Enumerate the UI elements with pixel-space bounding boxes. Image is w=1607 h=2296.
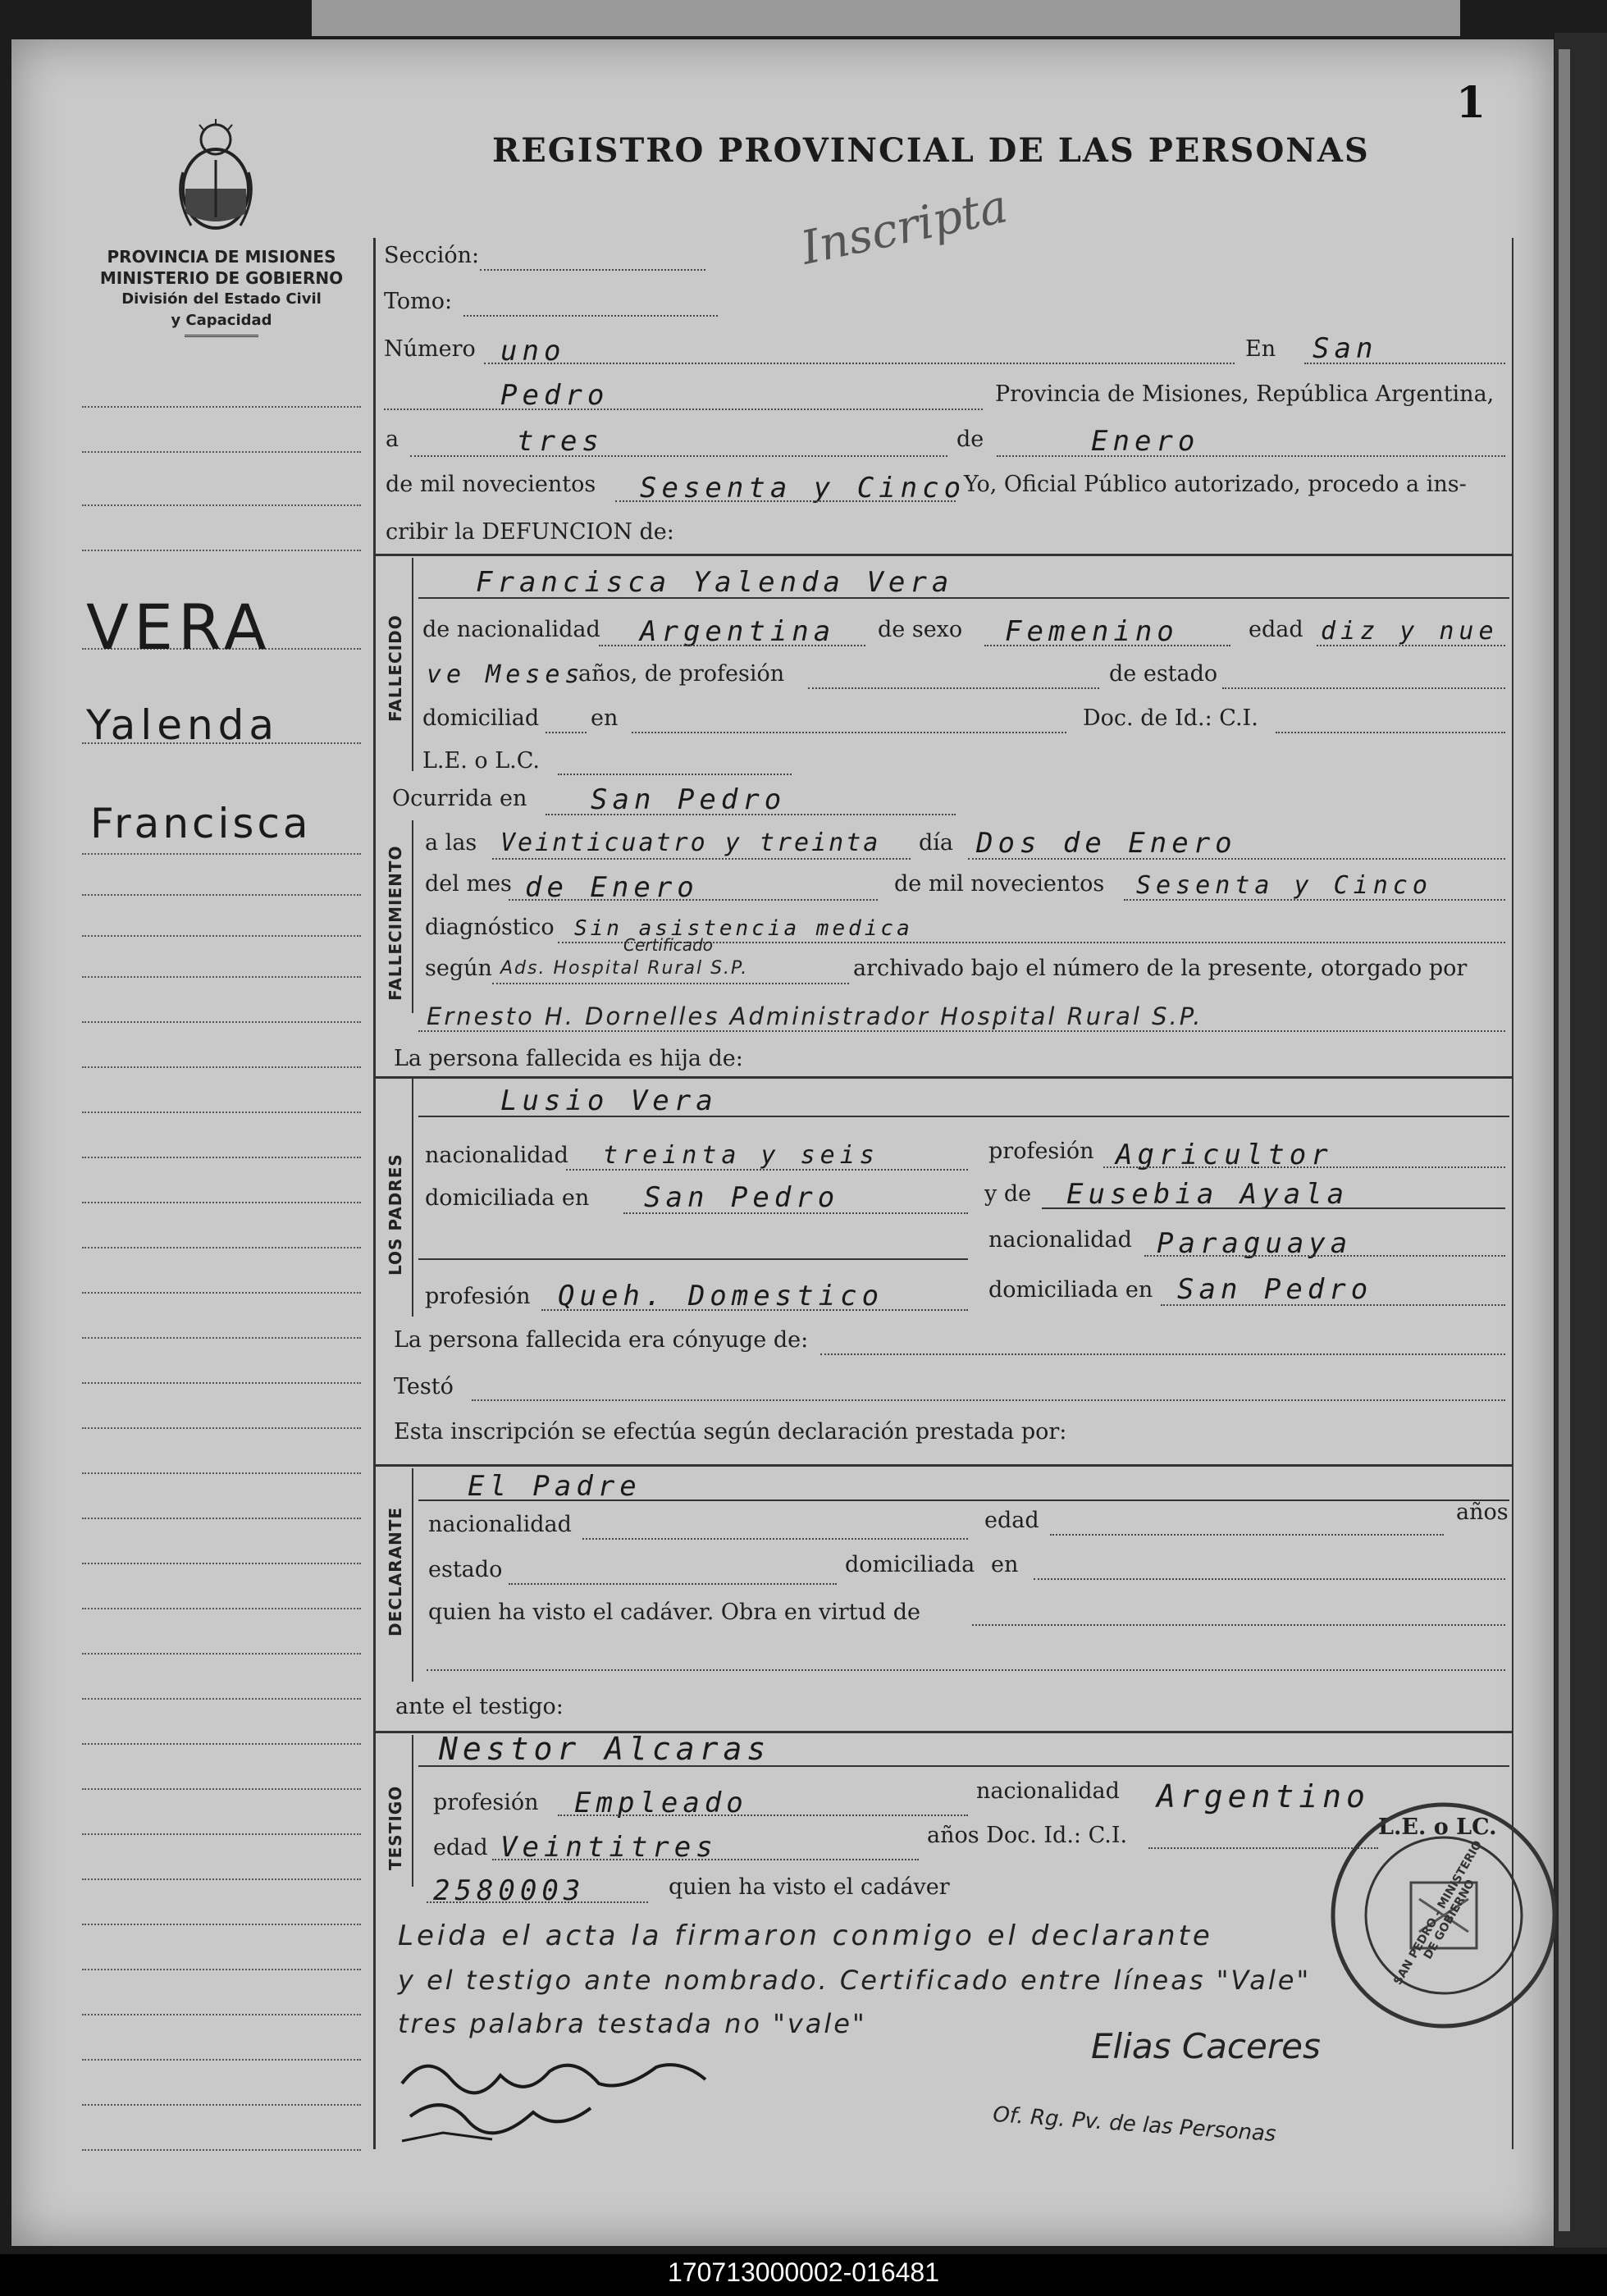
value-mil-novecientos: Sesenta y Cinco: [1136, 871, 1432, 900]
label-d-en: en: [991, 1552, 1019, 1577]
label-provincia: Provincia de Misiones, República Argentina,: [995, 381, 1495, 407]
label-t-nacionalidad: nacionalidad: [976, 1778, 1120, 1804]
value-a-las: Veinticuatro y treinta: [500, 828, 881, 857]
signature-oficial: Elias Caceres: [1091, 2026, 1321, 2066]
label-de: de: [956, 427, 984, 452]
value-diagnostico: Sin asistencia medica: [574, 916, 913, 941]
label-d-domiciliada: domiciliada: [845, 1552, 975, 1577]
value-pedro: Pedro: [500, 379, 609, 412]
value-ocurrida: San Pedro: [591, 783, 787, 816]
label-d-nacionalidad: nacionalidad: [428, 1512, 572, 1537]
tab-declarante: DECLARANTE: [386, 1506, 405, 1636]
label-del-mes: del mes: [425, 871, 512, 897]
label-nacionalidad-3: nacionalidad: [988, 1227, 1132, 1253]
label-anos-profesion: años, de profesión: [578, 661, 785, 687]
page-title: REGISTRO PROVINCIAL DE LAS PERSONAS: [492, 131, 1370, 170]
label-numero: Número: [384, 336, 476, 362]
value-numero: uno: [500, 335, 566, 367]
label-en-2: en: [591, 705, 619, 731]
value-segun-2: Ads. Hospital Rural S.P.: [500, 958, 749, 979]
value-testigo-profesion: Empleado: [574, 1787, 748, 1819]
label-d-anos: años: [1456, 1499, 1509, 1525]
label-oficial: Yo, Oficial Público autorizado, procedo a ins-: [964, 472, 1467, 497]
ministry-line-3: División del Estado Civil: [121, 290, 322, 308]
label-domiciliada-en-2: domiciliada en: [988, 1277, 1153, 1303]
value-edad-2: ve Meses: [427, 660, 585, 689]
label-t-anos-doc: años Doc. Id.: C.I.: [927, 1823, 1128, 1848]
page-number: 1: [1456, 78, 1486, 128]
label-sexo: de sexo: [878, 617, 963, 642]
value-madre-profesion: Queh. Domestico: [558, 1280, 884, 1312]
label-en: En: [1245, 336, 1276, 362]
tab-padres: LOS PADRES: [386, 1153, 405, 1276]
label-mil-novecientos-2: de mil novecientos: [894, 871, 1105, 897]
label-mil-novecientos: de mil novecientos: [386, 472, 596, 497]
value-nacionalidad: Argentina: [640, 615, 836, 648]
label-archivado: archivado bajo el número de la presente, otorgado por: [853, 956, 1468, 981]
label-segun: según: [425, 956, 492, 981]
label-edad: edad: [1249, 617, 1303, 642]
value-padre: Lusio Vera: [500, 1084, 718, 1117]
label-a-las: a las: [425, 830, 477, 856]
label-profesion: profesión: [988, 1139, 1094, 1164]
value-madre: Eusebia Ayala: [1066, 1178, 1349, 1211]
label-hija-de: La persona fallecida es hija de:: [394, 1046, 743, 1071]
label-estado: de estado: [1109, 661, 1218, 687]
note-line-1: Leida el acta la firmaron conmigo el declarante: [398, 1919, 1213, 1952]
label-ante-testigo: ante el testigo:: [395, 1694, 564, 1719]
value-segun: Certificado: [623, 935, 713, 955]
value-madre-domicilio: San Pedro: [1177, 1273, 1373, 1306]
value-madre-nacionalidad: Paraguaya: [1157, 1227, 1353, 1260]
label-domiciliad: domiciliad: [422, 705, 540, 731]
label-d-estado: estado: [428, 1557, 503, 1582]
label-t-cadaver: quien ha visto el cadáver: [669, 1874, 950, 1900]
label-t-edad: edad: [433, 1835, 488, 1860]
value-otorgado-por: Ernesto H. Dornelles Administrador Hospital Rural S.P.: [427, 1002, 1203, 1030]
tab-fallecido: FALLECIDO: [386, 614, 405, 722]
label-inscribir: cribir la DEFUNCION de:: [386, 519, 674, 545]
value-mes-de: Enero: [1091, 425, 1200, 458]
label-le-lc: L.E. o L.C.: [422, 748, 541, 774]
label-diagnostico: diagnóstico: [425, 915, 555, 940]
value-testigo-edad: Veintitres: [500, 1831, 718, 1864]
signature-declarante-icon: [394, 2043, 722, 2152]
label-ocurrida: Ocurrida en: [392, 786, 527, 811]
label-y-de: y de: [984, 1181, 1032, 1207]
value-dia: Dos de Enero: [976, 827, 1237, 860]
label-d-edad: edad: [984, 1508, 1039, 1533]
value-padre-domicilio: San Pedro: [644, 1181, 840, 1214]
label-conyuge: La persona fallecida era cónyuge de:: [394, 1327, 809, 1353]
ministry-line-1: PROVINCIA DE MISIONES: [107, 247, 336, 267]
value-del-mes: de Enero: [525, 871, 699, 904]
label-doc: Doc. de Id.: C.I.: [1083, 705, 1258, 731]
value-declarante: El Padre: [468, 1470, 641, 1503]
value-testigo-ci: 2580003: [433, 1874, 586, 1907]
label-profesion-2: profesión: [425, 1284, 531, 1309]
ministry-line-4: y Capacidad: [171, 312, 272, 329]
value-anio: Sesenta y Cinco: [640, 472, 966, 504]
value-dia-a: tres: [517, 425, 604, 458]
margin-name-2: Francisca: [90, 800, 312, 847]
note-line-2: y el testigo ante nombrado. Certificado entre líneas "Vale": [398, 1965, 1312, 1996]
top-page-edge: [312, 0, 1460, 36]
signature-cargo: Of. Rg. Pv. de las Personas: [992, 2102, 1277, 2148]
tab-fallecimiento: FALLECIMIENTO: [386, 845, 405, 1001]
label-t-profesion: profesión: [433, 1790, 539, 1815]
label-dia: día: [919, 830, 954, 856]
coat-of-arms-icon: [171, 115, 261, 238]
document-id: 170713000002-016481: [668, 2257, 939, 2287]
ministry-line-2: MINISTERIO DE GOBIERNO: [99, 268, 344, 288]
note-line-3: tres palabra testada no "vale": [398, 2008, 867, 2039]
margin-name-1: Yalenda: [86, 701, 280, 749]
label-nacionalidad-2: nacionalidad: [425, 1143, 568, 1168]
value-sexo: Femenino: [1005, 615, 1179, 648]
seal-text: SAN PEDRO - MINISTERIO DE GOBIERNO: [1391, 1838, 1486, 1988]
label-declaracion: Esta inscripción se efectúa según declaración prestada por:: [394, 1419, 1067, 1445]
value-padre-profesion: Agricultor: [1116, 1139, 1333, 1171]
value-padre-nacionalidad: treinta y seis: [603, 1141, 879, 1170]
official-seal-icon: [1321, 1792, 1567, 2038]
label-domiciliada-en: domiciliada en: [425, 1185, 590, 1211]
label-nacionalidad: de nacionalidad: [422, 617, 600, 642]
tab-testigo: TESTIGO: [386, 1785, 405, 1870]
label-t-le-lc: L.E. o LC.: [1378, 1814, 1497, 1840]
value-en: San: [1313, 332, 1378, 365]
label-tomo: Tomo:: [384, 289, 453, 314]
label-seccion: Sección:: [384, 243, 480, 268]
value-edad: diz y nue: [1321, 617, 1499, 646]
value-testigo: Nestor Alcaras: [439, 1731, 771, 1767]
margin-surname: VERA: [86, 591, 272, 664]
handwritten-mark: Inscripta: [797, 180, 1012, 276]
label-d-cadaver: quien ha visto el cadáver. Obra en virtud de: [428, 1600, 921, 1625]
label-testo: Testó: [394, 1374, 454, 1399]
value-fallecido-nombre: Francisca Yalenda Vera: [476, 566, 954, 599]
value-testigo-nacionalidad: Argentino: [1157, 1778, 1370, 1814]
label-a: a: [386, 427, 399, 452]
